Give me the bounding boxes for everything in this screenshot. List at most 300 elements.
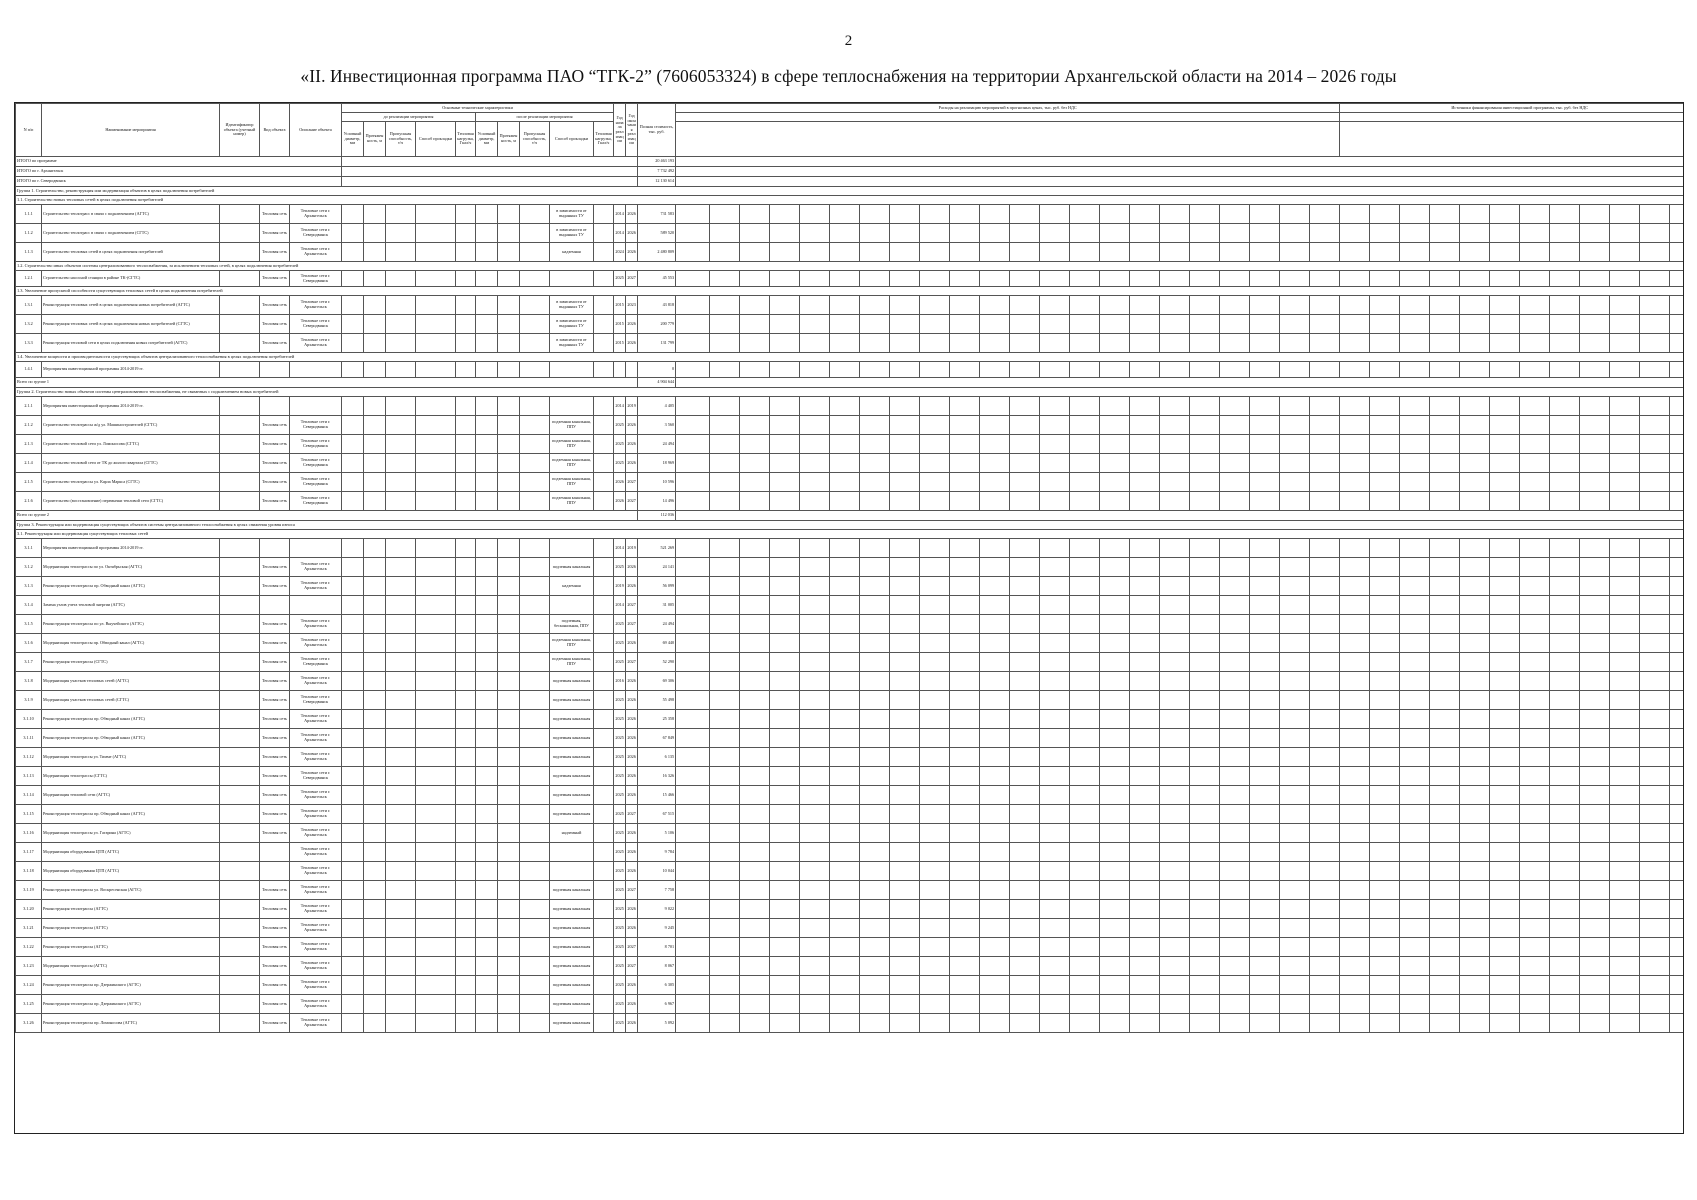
row-value xyxy=(800,862,830,881)
row-load-after xyxy=(594,596,614,615)
row-value xyxy=(1370,938,1400,957)
row-value xyxy=(1400,334,1430,353)
row-value xyxy=(860,862,890,881)
row-object: Тепловые сети г. Архангельск xyxy=(290,577,342,596)
row-value xyxy=(1460,995,1490,1014)
row-value xyxy=(1280,919,1310,938)
row-name: Модернизация теплотрассы по ул. Октябрьская (АГТС) xyxy=(42,558,220,577)
row-param-after xyxy=(476,824,498,843)
row-value xyxy=(1550,767,1580,786)
row-value xyxy=(1340,492,1370,511)
row-param-before xyxy=(342,1014,364,1033)
row-id xyxy=(220,558,260,577)
row-value xyxy=(1100,1014,1130,1033)
row-value xyxy=(890,805,920,824)
row-cost: 0 xyxy=(638,362,676,378)
row-value xyxy=(1490,710,1520,729)
row-value xyxy=(1340,881,1370,900)
row-value xyxy=(1040,710,1070,729)
row-value xyxy=(1340,957,1370,976)
row-value xyxy=(920,824,950,843)
row-load-after xyxy=(594,454,614,473)
row-param-after xyxy=(476,492,498,511)
row-value xyxy=(950,397,980,416)
row-id xyxy=(220,824,260,843)
row-value xyxy=(890,362,920,378)
row-value xyxy=(1130,805,1160,824)
row-value xyxy=(740,995,770,1014)
row-param-before xyxy=(342,938,364,957)
row-value xyxy=(1190,653,1220,672)
row-param-before xyxy=(386,672,416,691)
row-value xyxy=(1520,397,1550,416)
row-value xyxy=(950,824,980,843)
row-id xyxy=(220,296,260,315)
row-value xyxy=(1250,957,1280,976)
row-value xyxy=(1610,767,1640,786)
row-year-end: 2026 xyxy=(626,748,638,767)
row-load-after xyxy=(594,615,614,634)
row-value xyxy=(1640,767,1670,786)
row-value xyxy=(710,473,740,492)
row-value xyxy=(1190,748,1220,767)
row-value xyxy=(1250,786,1280,805)
row-value xyxy=(1460,205,1490,224)
row-value xyxy=(920,710,950,729)
row-value xyxy=(710,862,740,881)
row-value xyxy=(770,881,800,900)
row-value xyxy=(1460,596,1490,615)
row-value xyxy=(1610,976,1640,995)
row-value xyxy=(1400,492,1430,511)
row-value xyxy=(1070,691,1100,710)
row-value xyxy=(1040,919,1070,938)
row-value xyxy=(1640,435,1670,454)
row-value xyxy=(1130,881,1160,900)
row-value xyxy=(1550,653,1580,672)
row-value xyxy=(1670,243,1684,262)
row-id xyxy=(220,539,260,558)
row-value xyxy=(676,577,710,596)
row-value xyxy=(1640,1014,1670,1033)
row-value xyxy=(800,634,830,653)
row-value xyxy=(1040,271,1070,287)
row-value xyxy=(1400,558,1430,577)
row-value xyxy=(1370,748,1400,767)
row-value xyxy=(950,748,980,767)
row-value xyxy=(1640,634,1670,653)
row-value xyxy=(860,435,890,454)
row-value xyxy=(1220,672,1250,691)
row-value xyxy=(1670,577,1684,596)
row-value xyxy=(1550,1014,1580,1033)
row-value xyxy=(1310,900,1340,919)
row-param-before xyxy=(386,615,416,634)
row-value xyxy=(1130,995,1160,1014)
row-value xyxy=(980,454,1010,473)
row-laying-after: надземный xyxy=(550,824,594,843)
row-param-after xyxy=(476,881,498,900)
row-value xyxy=(980,243,1010,262)
row-value xyxy=(800,786,830,805)
row-value xyxy=(1400,805,1430,824)
row-laying-before xyxy=(416,976,456,995)
row-param-before xyxy=(386,710,416,729)
row-value xyxy=(920,615,950,634)
row-value xyxy=(1670,824,1684,843)
row-value xyxy=(1520,710,1550,729)
header-laying-after: Способ прокладки xyxy=(550,122,594,157)
row-param-after xyxy=(498,296,520,315)
total-value: 20 463 193 xyxy=(638,157,676,167)
row-load-before xyxy=(456,805,476,824)
row-param-after xyxy=(476,435,498,454)
row-value xyxy=(1370,691,1400,710)
row-value xyxy=(1670,416,1684,435)
row-value xyxy=(1670,539,1684,558)
row-value xyxy=(1040,881,1070,900)
row-value xyxy=(1160,881,1190,900)
row-year-end: 2026 xyxy=(626,900,638,919)
row-value xyxy=(1280,334,1310,353)
row-value xyxy=(1580,539,1610,558)
row-laying-before xyxy=(416,843,456,862)
row-value xyxy=(1370,539,1400,558)
row-kind: Тепловая сеть xyxy=(260,224,290,243)
row-value xyxy=(1280,205,1310,224)
row-value xyxy=(1520,767,1550,786)
row-value xyxy=(1430,615,1460,634)
row-load-before xyxy=(456,1014,476,1033)
row-load-after xyxy=(594,710,614,729)
row-value xyxy=(1070,224,1100,243)
row-param-after xyxy=(498,315,520,334)
row-value xyxy=(1220,957,1250,976)
row-param-before xyxy=(364,767,386,786)
row-value xyxy=(1370,729,1400,748)
row-year-start: 2024 xyxy=(614,243,626,262)
row-value xyxy=(1430,271,1460,287)
row-value xyxy=(1520,416,1550,435)
row-value xyxy=(1220,710,1250,729)
row-param-before xyxy=(342,805,364,824)
row-value xyxy=(710,558,740,577)
row-value xyxy=(710,596,740,615)
row-value xyxy=(1160,976,1190,995)
row-value xyxy=(1610,881,1640,900)
row-value xyxy=(1100,454,1130,473)
row-value xyxy=(1610,900,1640,919)
row-laying-before xyxy=(416,577,456,596)
row-value xyxy=(1520,919,1550,938)
row-param-after xyxy=(498,205,520,224)
row-id xyxy=(220,672,260,691)
row-load-before xyxy=(456,862,476,881)
row-value xyxy=(1640,805,1670,824)
row-value xyxy=(1310,397,1340,416)
group3-rows xyxy=(16,539,1685,1033)
row-value xyxy=(1190,1014,1220,1033)
row-laying-before xyxy=(416,824,456,843)
row-value xyxy=(1190,492,1220,511)
row-value xyxy=(1490,653,1520,672)
row-value xyxy=(1580,224,1610,243)
row-value xyxy=(1370,205,1400,224)
row-value xyxy=(980,435,1010,454)
row-value xyxy=(1010,243,1040,262)
row-value xyxy=(1670,296,1684,315)
row-value xyxy=(1160,634,1190,653)
row-value xyxy=(1190,672,1220,691)
row-kind: Тепловая сеть xyxy=(260,767,290,786)
row-value xyxy=(860,243,890,262)
row-year-start: 2025 xyxy=(614,435,626,454)
row-value xyxy=(1280,995,1310,1014)
table-row xyxy=(16,315,1685,334)
row-param-after xyxy=(476,843,498,862)
table-row xyxy=(16,271,1685,287)
row-value xyxy=(1340,995,1370,1014)
row-object: Тепловые сети г. Архангельск xyxy=(290,334,342,353)
row-load-before xyxy=(456,205,476,224)
row-value xyxy=(1430,653,1460,672)
row-value xyxy=(950,224,980,243)
row-value xyxy=(676,786,710,805)
row-value xyxy=(1040,596,1070,615)
row-load-after xyxy=(594,296,614,315)
row-param-before xyxy=(342,824,364,843)
row-value xyxy=(1370,653,1400,672)
row-value xyxy=(1010,473,1040,492)
row-value xyxy=(830,577,860,596)
row-value xyxy=(1250,748,1280,767)
row-value xyxy=(1010,938,1040,957)
row-year-start: 2025 xyxy=(614,615,626,634)
row-param-after xyxy=(476,1014,498,1033)
row-value xyxy=(1100,843,1130,862)
row-year-end: 2026 xyxy=(626,634,638,653)
row-value xyxy=(770,824,800,843)
row-value xyxy=(830,1014,860,1033)
row-value xyxy=(1160,900,1190,919)
row-param-after xyxy=(476,919,498,938)
row-name: Модернизация теплотрассы ул. Тимме (АГТС) xyxy=(42,748,220,767)
row-value xyxy=(1160,558,1190,577)
row-value xyxy=(860,748,890,767)
row-value xyxy=(800,653,830,672)
row-value xyxy=(1010,862,1040,881)
row-load-after xyxy=(594,397,614,416)
row-value xyxy=(740,334,770,353)
row-laying-after: подземная канальная xyxy=(550,558,594,577)
row-value xyxy=(1070,397,1100,416)
row-param-after xyxy=(520,843,550,862)
row-load-after xyxy=(594,435,614,454)
row-value xyxy=(830,634,860,653)
row-value xyxy=(1040,454,1070,473)
row-param-after xyxy=(498,824,520,843)
row-year-end: 2027 xyxy=(626,615,638,634)
row-value xyxy=(1220,205,1250,224)
row-value xyxy=(1220,596,1250,615)
row-param-after xyxy=(476,748,498,767)
row-value xyxy=(1430,805,1460,824)
row-value xyxy=(1040,843,1070,862)
row-value xyxy=(830,271,860,287)
header-kind: Вид объекта xyxy=(260,104,290,157)
row-param-after xyxy=(520,271,550,287)
row-value xyxy=(980,919,1010,938)
row-param-before xyxy=(342,596,364,615)
row-param-before xyxy=(342,786,364,805)
row-value xyxy=(950,653,980,672)
row-object: Тепловые сети г. Северодвинск xyxy=(290,416,342,435)
row-cost: 9 245 xyxy=(638,919,676,938)
row-year-start: 2025 xyxy=(614,843,626,862)
row-load-after xyxy=(594,334,614,353)
row-cost: 14 496 xyxy=(638,492,676,511)
row-value xyxy=(1610,615,1640,634)
row-object: Тепловые сети г. Северодвинск xyxy=(290,224,342,243)
row-value xyxy=(1580,900,1610,919)
row-value xyxy=(676,454,710,473)
row-load-before xyxy=(456,492,476,511)
row-number: 2.1.2 xyxy=(16,416,42,435)
row-value xyxy=(1340,938,1370,957)
row-value xyxy=(710,900,740,919)
row-value xyxy=(1190,805,1220,824)
row-load-before xyxy=(456,995,476,1014)
row-value xyxy=(1670,362,1684,378)
row-load-before xyxy=(456,558,476,577)
row-value xyxy=(740,843,770,862)
row-value xyxy=(830,334,860,353)
row-param-before xyxy=(342,473,364,492)
row-laying-before xyxy=(416,900,456,919)
row-value xyxy=(770,539,800,558)
row-value xyxy=(950,805,980,824)
row-load-after xyxy=(594,805,614,824)
row-value xyxy=(1430,976,1460,995)
row-value xyxy=(1010,577,1040,596)
row-value xyxy=(1130,473,1160,492)
row-value xyxy=(1550,691,1580,710)
row-value xyxy=(890,748,920,767)
row-value xyxy=(1100,957,1130,976)
row-year-end: 2026 xyxy=(626,672,638,691)
row-value xyxy=(740,558,770,577)
row-name: Строительство тепловой сети от ТК до жилого квартала (СГТС) xyxy=(42,454,220,473)
table-row xyxy=(16,729,1685,748)
row-value xyxy=(1460,957,1490,976)
row-param-after xyxy=(498,995,520,1014)
row-value xyxy=(1100,577,1130,596)
row-value xyxy=(890,653,920,672)
row-id xyxy=(220,435,260,454)
row-param-before xyxy=(364,691,386,710)
row-value xyxy=(1310,224,1340,243)
header-load-after: Тепловая нагрузка, Гкал/ч xyxy=(594,122,614,157)
row-param-before xyxy=(364,473,386,492)
row-value xyxy=(1070,539,1100,558)
row-load-before xyxy=(456,976,476,995)
row-value xyxy=(1580,672,1610,691)
row-laying-before xyxy=(416,416,456,435)
row-value xyxy=(1250,995,1280,1014)
row-year-start: 2014 xyxy=(614,205,626,224)
row-param-after xyxy=(476,473,498,492)
row-year-start: 2025 xyxy=(614,454,626,473)
row-value xyxy=(1490,492,1520,511)
row-year-end: 2026 xyxy=(626,315,638,334)
row-id xyxy=(220,805,260,824)
row-value xyxy=(1520,634,1550,653)
row-id xyxy=(220,957,260,976)
row-value xyxy=(1130,710,1160,729)
row-object: Тепловые сети г. Архангельск xyxy=(290,995,342,1014)
row-value xyxy=(1640,334,1670,353)
row-param-after xyxy=(498,938,520,957)
row-value xyxy=(920,767,950,786)
row-value xyxy=(1370,824,1400,843)
header-sources: Источники финансирования инвестиционной программы, тыс. руб. без НДС xyxy=(1340,104,1684,113)
row-value xyxy=(1100,976,1130,995)
row-value xyxy=(1490,1014,1520,1033)
row-cost: 9 784 xyxy=(638,843,676,862)
row-value xyxy=(830,473,860,492)
row-value xyxy=(1010,539,1040,558)
row-name: Модернизация участков тепловых сетей (СГТС) xyxy=(42,691,220,710)
table-row xyxy=(16,805,1685,824)
row-value xyxy=(1460,900,1490,919)
row-load-after xyxy=(594,315,614,334)
row-laying-before xyxy=(416,957,456,976)
row-year-start: 2025 xyxy=(614,862,626,881)
row-value xyxy=(860,615,890,634)
row-value xyxy=(1490,634,1520,653)
row-value xyxy=(770,938,800,957)
row-value xyxy=(1340,710,1370,729)
row-value xyxy=(1220,767,1250,786)
row-value xyxy=(1340,729,1370,748)
row-param-after xyxy=(520,710,550,729)
row-value xyxy=(1070,577,1100,596)
row-value xyxy=(860,296,890,315)
row-load-after xyxy=(594,224,614,243)
row-value xyxy=(1100,558,1130,577)
row-value xyxy=(1670,805,1684,824)
row-value xyxy=(1580,957,1610,976)
row-param-before xyxy=(386,315,416,334)
row-value xyxy=(890,957,920,976)
row-value xyxy=(1520,691,1550,710)
row-value xyxy=(1010,596,1040,615)
row-param-after xyxy=(498,596,520,615)
row-value xyxy=(1130,539,1160,558)
row-value xyxy=(740,691,770,710)
row-value xyxy=(1430,539,1460,558)
row-value xyxy=(980,976,1010,995)
row-value xyxy=(980,577,1010,596)
row-laying-after: подземная канальная, ППУ xyxy=(550,454,594,473)
row-value xyxy=(1460,416,1490,435)
row-value xyxy=(770,615,800,634)
row-value xyxy=(1220,691,1250,710)
row-value xyxy=(860,672,890,691)
header-cost: Полная стоимость, тыс. руб. xyxy=(638,104,676,157)
row-value xyxy=(1160,615,1190,634)
row-value xyxy=(1010,881,1040,900)
